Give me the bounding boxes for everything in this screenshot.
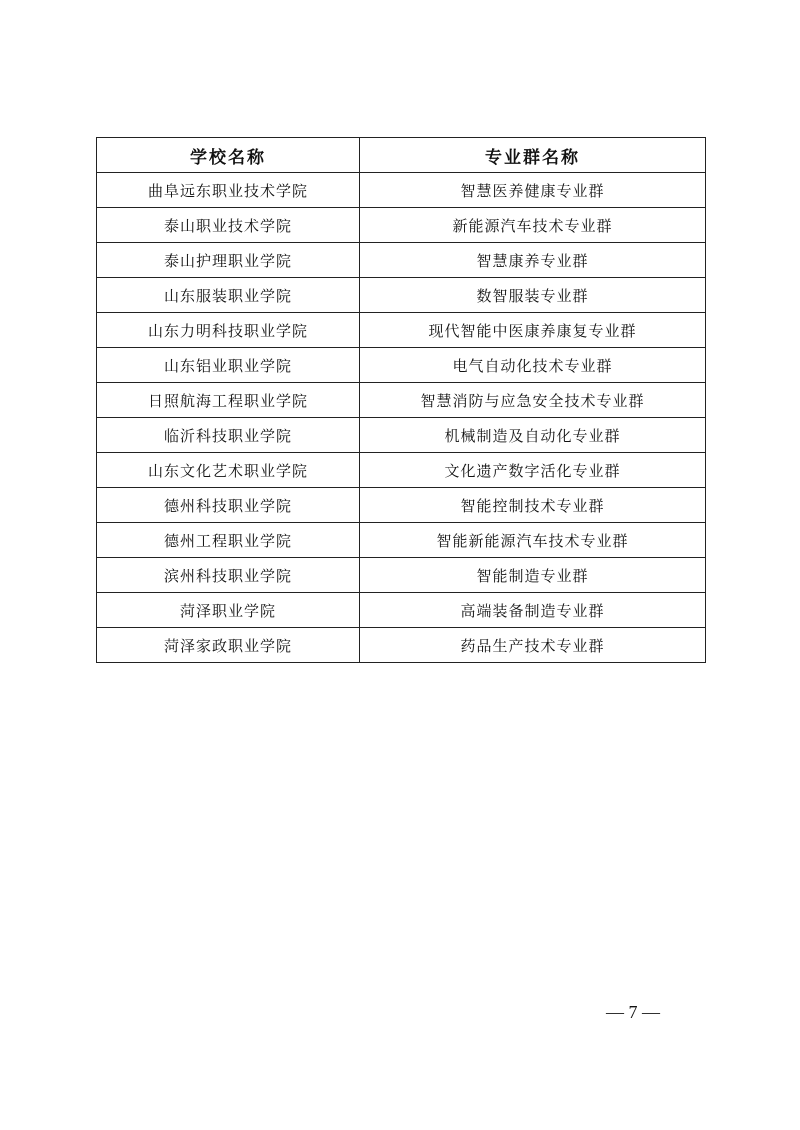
program-group-cell: 智慧消防与应急安全技术专业群 bbox=[360, 383, 706, 418]
table-row bbox=[97, 593, 706, 628]
table-row bbox=[97, 523, 706, 558]
program-group-cell: 现代智能中医康养康复专业群 bbox=[360, 313, 706, 348]
table-row bbox=[97, 418, 706, 453]
table-row bbox=[97, 558, 706, 593]
table-header-row bbox=[97, 138, 706, 173]
table-row bbox=[97, 488, 706, 523]
school-name-cell: 山东文化艺术职业学院 bbox=[97, 453, 360, 488]
program-group-cell: 机械制造及自动化专业群 bbox=[360, 418, 706, 453]
table-row bbox=[97, 208, 706, 243]
school-name-cell: 泰山护理职业学院 bbox=[97, 243, 360, 278]
school-name-cell: 日照航海工程职业学院 bbox=[97, 383, 360, 418]
program-group-cell: 数智服装专业群 bbox=[360, 278, 706, 313]
program-group-cell: 新能源汽车技术专业群 bbox=[360, 208, 706, 243]
table-row bbox=[97, 243, 706, 278]
program-group-cell: 高端装备制造专业群 bbox=[360, 593, 706, 628]
page-number: — 7 — bbox=[606, 1002, 660, 1022]
school-name-cell: 山东铝业职业学院 bbox=[97, 348, 360, 383]
program-group-cell: 智能制造专业群 bbox=[360, 558, 706, 593]
school-name-cell: 泰山职业技术学院 bbox=[97, 208, 360, 243]
program-group-cell: 文化遗产数字活化专业群 bbox=[360, 453, 706, 488]
table-row bbox=[97, 348, 706, 383]
table-row bbox=[97, 313, 706, 348]
program-group-cell: 药品生产技术专业群 bbox=[360, 628, 706, 663]
table-row bbox=[97, 453, 706, 488]
school-program-table bbox=[96, 137, 706, 663]
school-name-cell: 山东力明科技职业学院 bbox=[97, 313, 360, 348]
program-group-cell: 智慧康养专业群 bbox=[360, 243, 706, 278]
program-group-cell: 智能控制技术专业群 bbox=[360, 488, 706, 523]
program-group-cell: 电气自动化技术专业群 bbox=[360, 348, 706, 383]
school-name-cell: 滨州科技职业学院 bbox=[97, 558, 360, 593]
header-school-name: 学校名称 bbox=[97, 138, 360, 173]
program-group-cell: 智慧医养健康专业群 bbox=[360, 173, 706, 208]
table-row bbox=[97, 278, 706, 313]
table-row bbox=[97, 628, 706, 663]
school-name-cell: 德州科技职业学院 bbox=[97, 488, 360, 523]
school-name-cell: 菏泽家政职业学院 bbox=[97, 628, 360, 663]
table-row bbox=[97, 173, 706, 208]
school-name-cell: 临沂科技职业学院 bbox=[97, 418, 360, 453]
school-name-cell: 菏泽职业学院 bbox=[97, 593, 360, 628]
header-program-group-name: 专业群名称 bbox=[360, 138, 706, 173]
program-group-cell: 智能新能源汽车技术专业群 bbox=[360, 523, 706, 558]
school-name-cell: 山东服装职业学院 bbox=[97, 278, 360, 313]
school-name-cell: 德州工程职业学院 bbox=[97, 523, 360, 558]
school-name-cell: 曲阜远东职业技术学院 bbox=[97, 173, 360, 208]
table-row bbox=[97, 383, 706, 418]
